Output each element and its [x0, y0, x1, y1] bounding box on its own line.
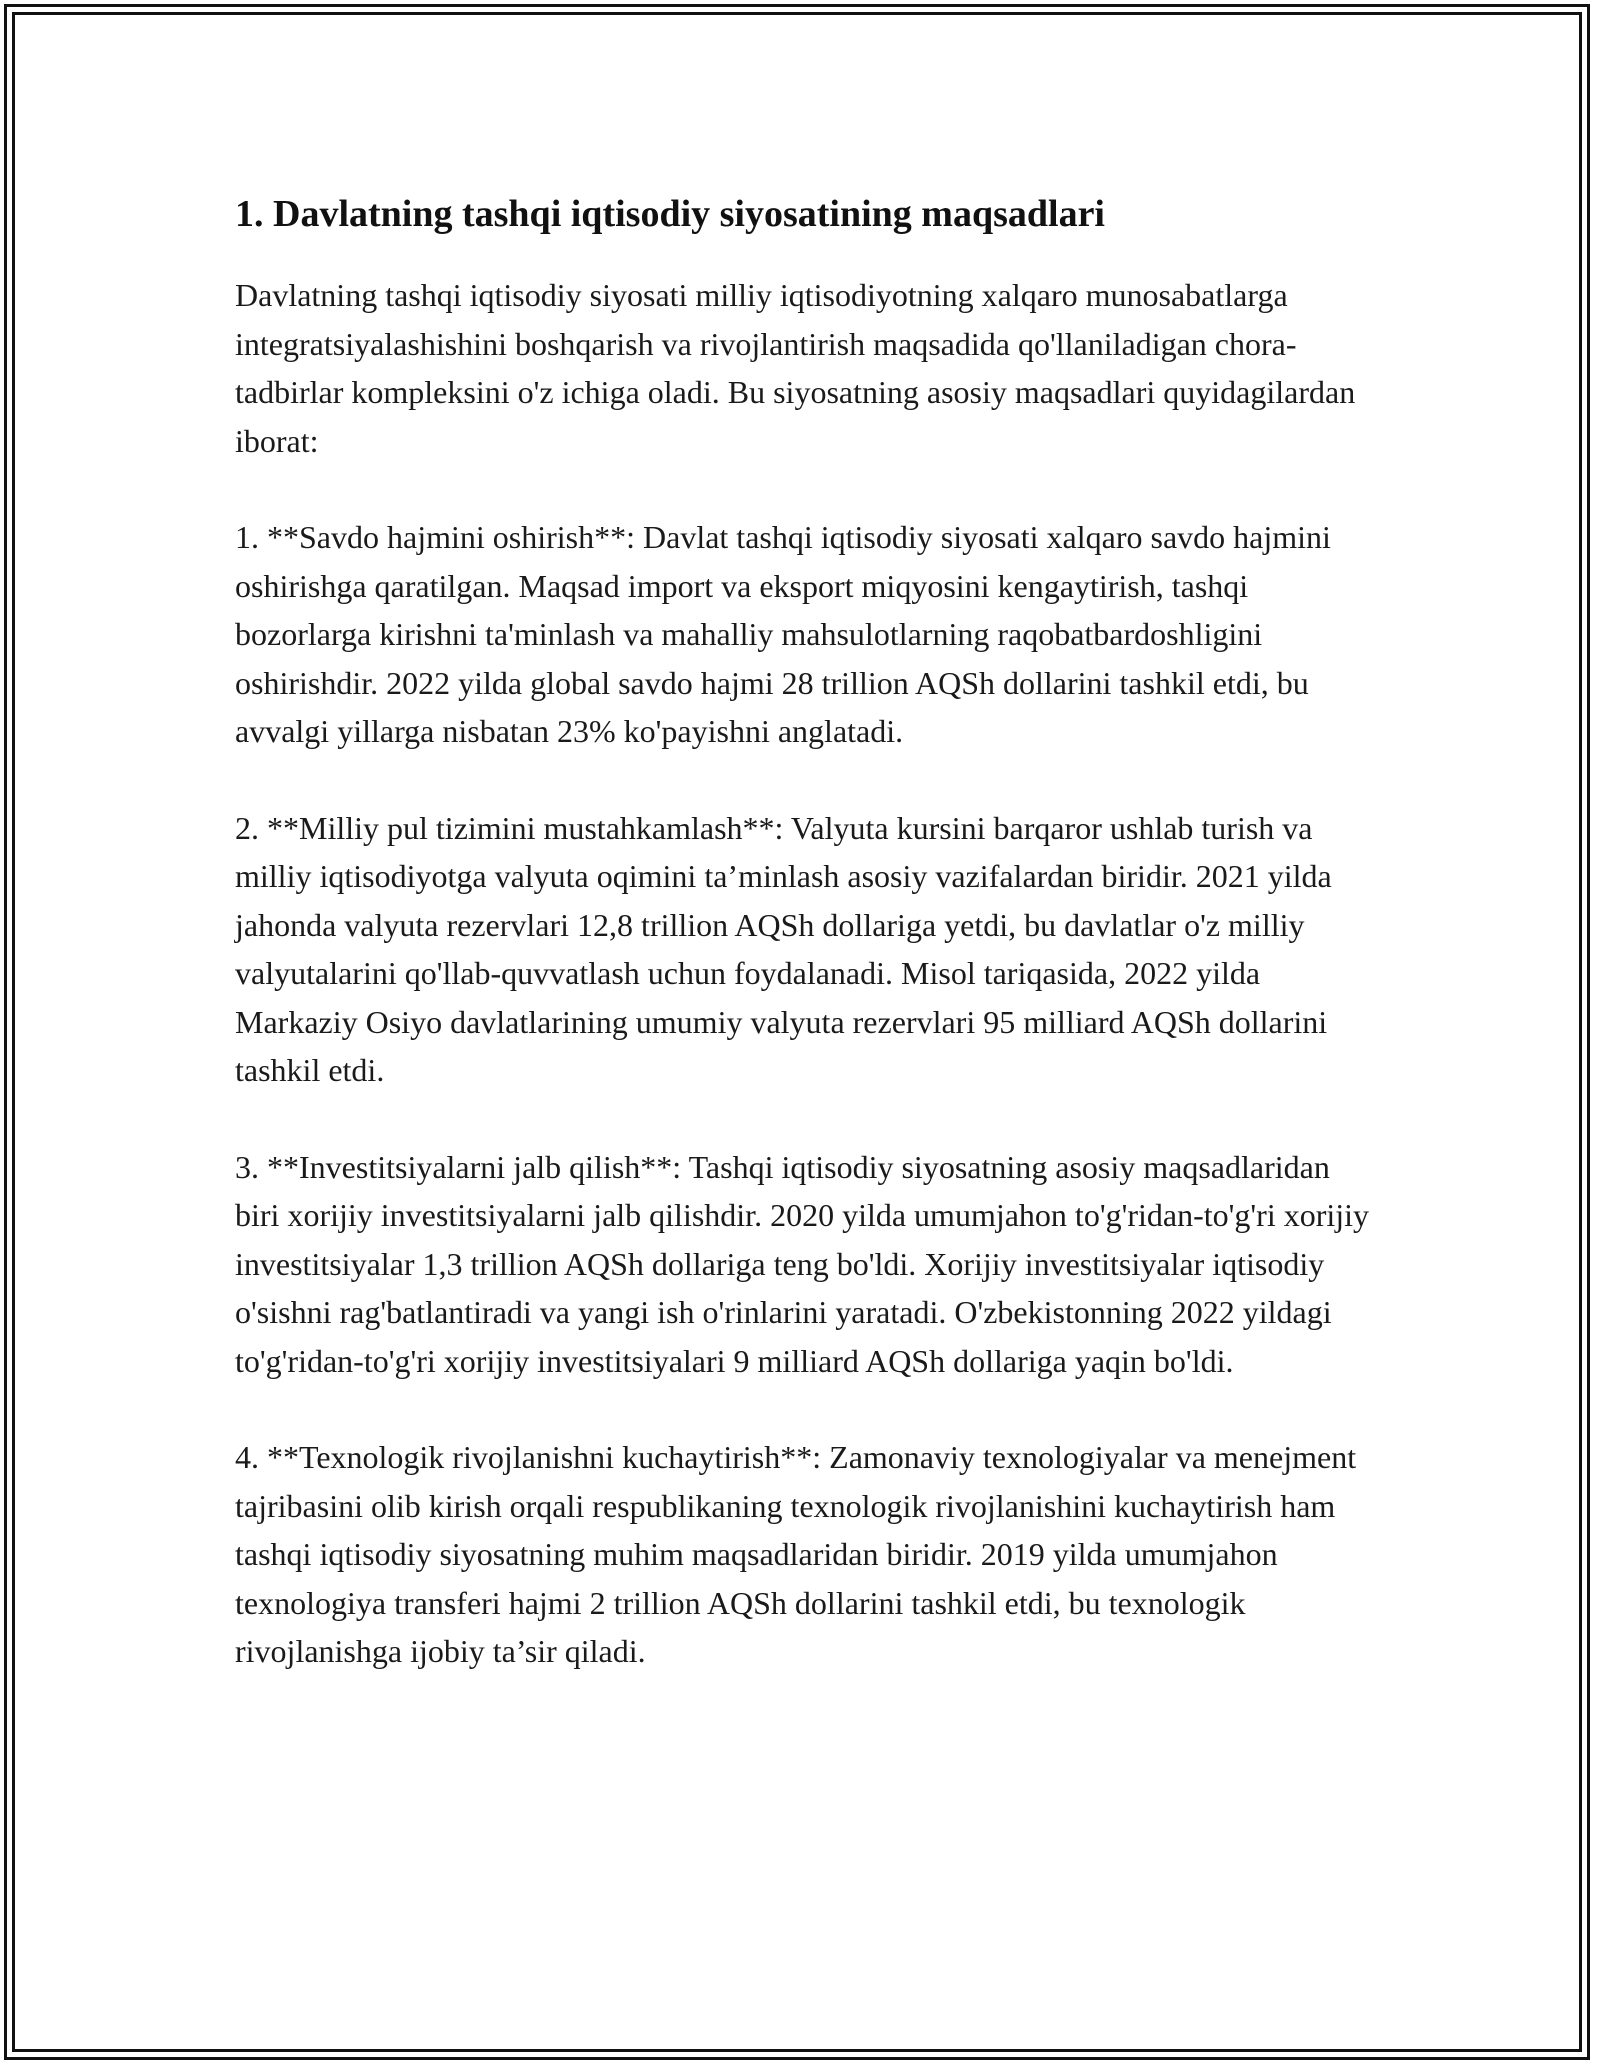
intro-paragraph: Davlatning tashqi iqtisodiy siyosati milliy iqtisodiyotning xalqaro munosabatlarga integratsiyalashishini boshqarish va rivojlantirish maqsadida qo'llaniladigan chora-tadbirlar kompleksini o'z ichiga oladi. Bu siyosatning asosiy maqsadlari quyidagilardan iborat: — [235, 277, 1356, 459]
document-body — [235, 185, 1370, 1724]
section-heading: 1. Davlatning tashqi iqtisodiy siyosatining maqsadlari — [235, 193, 1105, 235]
list-item-technology: 4. **Texnologik rivojlanishni kuchaytirish**: Zamonaviy texnologiyalar va menejment tajribasini olib kirish orqali respublikaning texnologik rivojlanishini kuchaytirish ham tashqi iqtisodiy siyosatning muhim maqsadlaridan biridir. 2019 yilda umumjahon texnologiya transferi hajmi 2 trillion AQSh dollarini tashkil etdi, bu texnologik rivojlanishga ijobiy ta’sir qiladi. — [235, 1439, 1357, 1669]
list-item-monetary-system: 2. **Milliy pul tizimini mustahkamlash**: Valyuta kursini barqaror ushlab turish va milliy iqtisodiyotga valyuta oqimini ta’minlash asosiy vazifalardan biridir. 2021 yilda jahonda valyuta rezervlari 12,8 trillion AQSh dollariga yetdi, bu davlatlar o'z milliy valyutalarini qo'llab-quvvatlash uchun foydalanadi. Misol tariqasida, 2022 yilda Markaziy Osiyo davlatlarining umumiy valyuta rezervlari 95 milliard AQSh dollarini tashkil etdi. — [235, 809, 1332, 1088]
list-item-trade-volume: 1. **Savdo hajmini oshirish**: Davlat tashqi iqtisodiy siyosati xalqaro savdo hajmini oshirishga qaratilgan. Maqsad import va eksport miqyosini kengaytirish, tashqi bozorlarga kirishni ta'minlash va mahalliy mahsulotlarning raqobatbardoshligini oshirishdir. 2022 yilda global savdo hajmi 28 trillion AQSh dollarini tashkil etdi, bu avvalgi yillarga nisbatan 23% ko'payishni anglatadi. — [235, 519, 1331, 749]
list-item-investments: 3. **Investitsiyalarni jalb qilish**: Tashqi iqtisodiy siyosatning asosiy maqsadlaridan biri xorijiy investitsiyalarni jalb qilishdir. 2020 yilda umumjahon to'g'ridan-to'g'ri xorijiy investitsiyalar 1,3 trillion AQSh dollariga teng bo'ldi. Xorijiy investitsiyalar iqtisodiy o'sishni rag'batlantiradi va yangi ish o'rinlarini yaratadi. O'zbekistonning 2022 yildagi to'g'ridan-to'g'ri xorijiy investitsiyalari 9 milliard AQSh dollariga yaqin bo'ldi. — [235, 1148, 1370, 1379]
